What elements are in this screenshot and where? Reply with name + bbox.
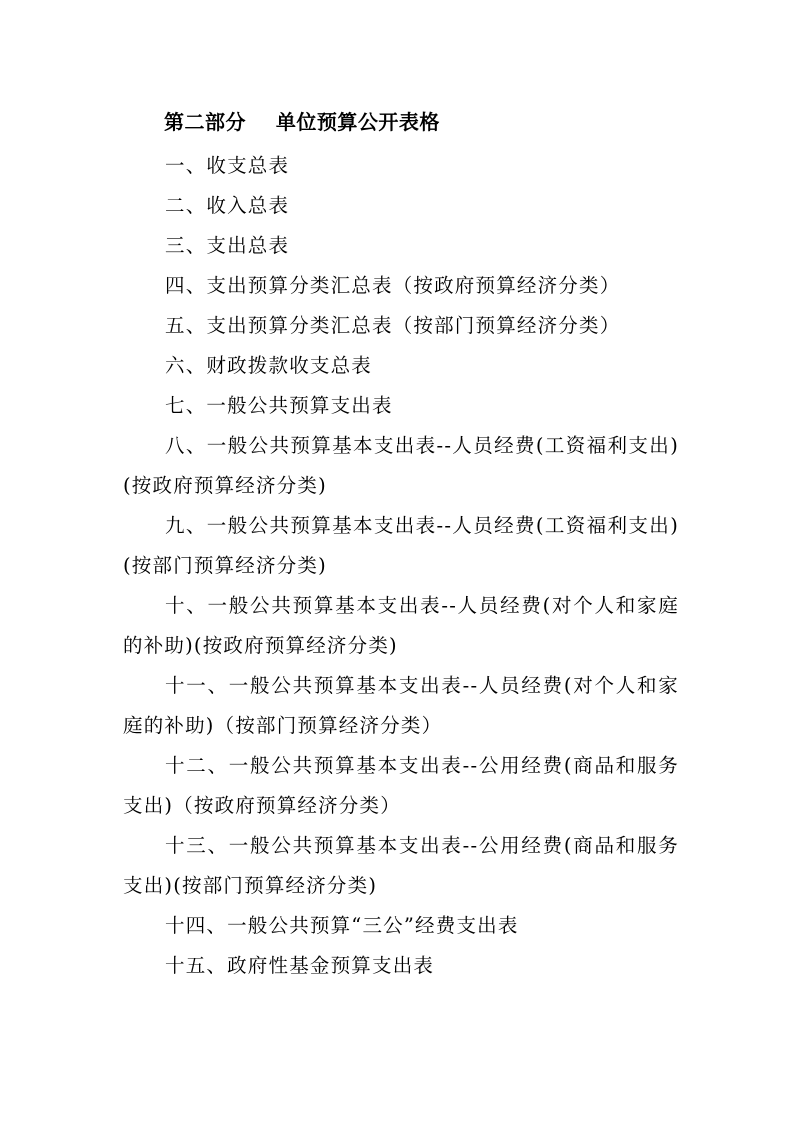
list-item: 四、支出预算分类汇总表（按政府预算经济分类） bbox=[165, 274, 621, 297]
list-item: 十四、一般公共预算“三公”经费支出表 bbox=[165, 914, 519, 937]
list-item: 十一、一般公共预算基本支出表--人员经费(对个人和家庭的补助)（按部门预算经济分类） bbox=[123, 674, 679, 737]
section-title: 第二部分 单位预算公开表格 bbox=[164, 110, 440, 134]
list-item: 一、收支总表 bbox=[165, 154, 290, 177]
list-item: 五、支出预算分类汇总表（按部门预算经济分类） bbox=[165, 314, 621, 337]
list-item: 十五、政府性基金预算支出表 bbox=[165, 954, 435, 977]
list-item: 六、财政拨款收支总表 bbox=[165, 354, 373, 377]
list-item: 九、一般公共预算基本支出表--人员经费(工资福利支出)(按部门预算经济分类) bbox=[123, 514, 679, 577]
table-of-contents bbox=[123, 146, 679, 986]
list-item: 八、一般公共预算基本支出表--人员经费(工资福利支出)(按政府预算经济分类) bbox=[123, 434, 679, 497]
list-item: 十、一般公共预算基本支出表--人员经费(对个人和家庭的补助)(按政府预算经济分类) bbox=[123, 594, 679, 657]
list-item: 三、支出总表 bbox=[165, 234, 290, 257]
list-item: 二、收入总表 bbox=[165, 194, 290, 217]
list-item: 十二、一般公共预算基本支出表--公用经费(商品和服务支出)（按政府预算经济分类） bbox=[123, 754, 679, 817]
list-item: 十三、一般公共预算基本支出表--公用经费(商品和服务支出)(按部门预算经济分类) bbox=[123, 834, 679, 897]
list-item: 七、一般公共预算支出表 bbox=[165, 394, 393, 417]
